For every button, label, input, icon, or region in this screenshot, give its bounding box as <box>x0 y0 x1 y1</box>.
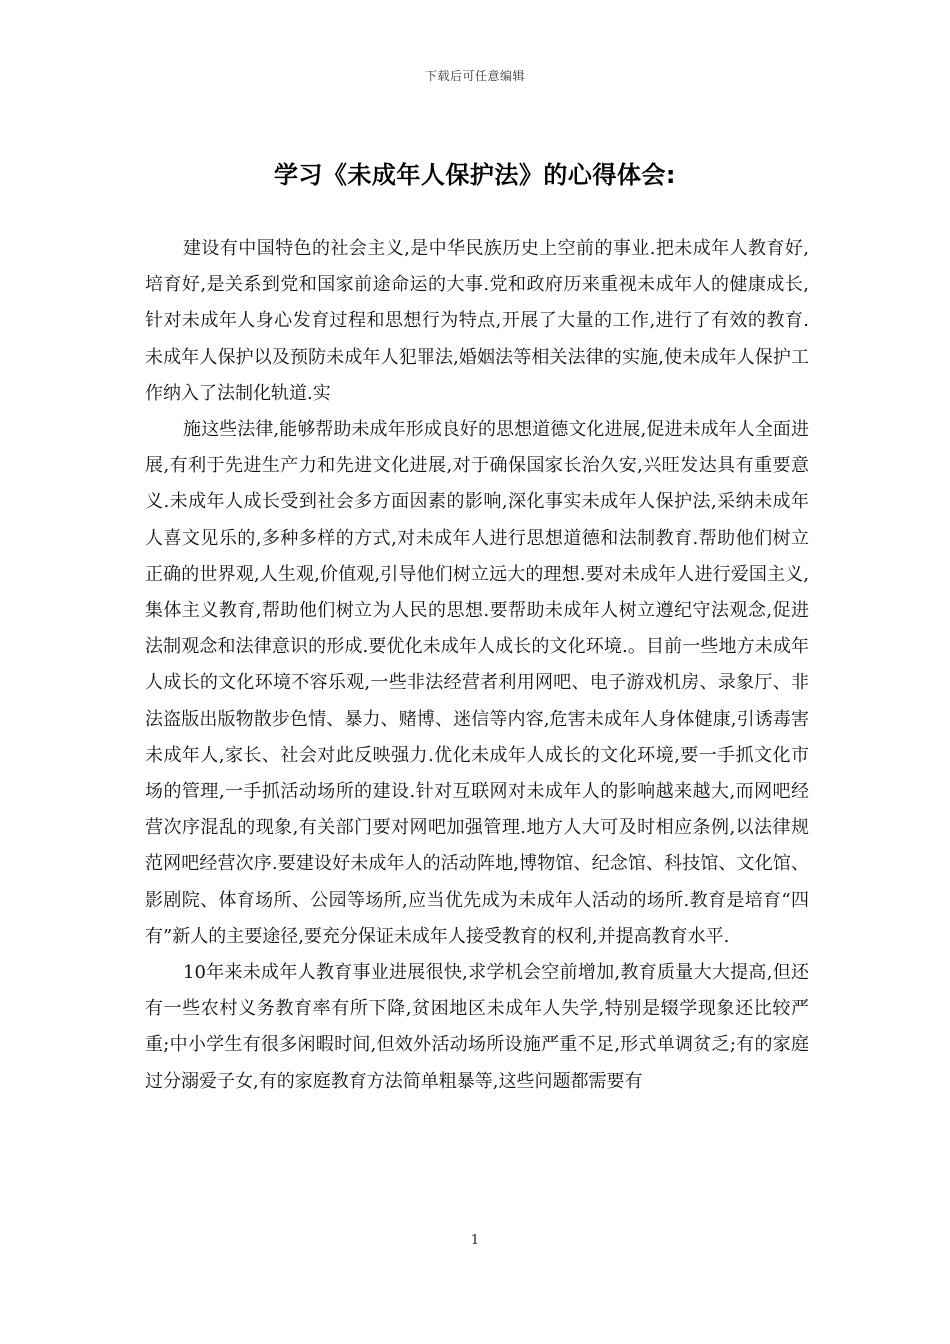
document-title: 学习《未成年人保护法》的心得体会: <box>273 161 677 189</box>
page-number: 1 <box>470 1233 480 1248</box>
paragraph-3: 10年来未成年人教育事业进展很快,求学机会空前增加,教育质量大大提高,但还有一些农村义务教育率有所下降,贫困地区未成年人失学,特别是辍学现象还比较严重;中小学生有很多闲暇时间,但效外活动场所设施严重不足,形式单调贫乏;有的家庭过分溺爱子女,有的家庭教育方法简单粗暴等,这些问题都需要有 <box>145 962 809 1092</box>
document-body <box>145 231 809 1100</box>
header-note: 下载后可任意编辑 <box>424 69 525 83</box>
paragraph-2: 施这些法律,能够帮助未成年形成良好的思想道德文化进展,促进未成年人全面进展,有利于先进生产力和先进文化进展,对于确保国家长治久安,兴旺发达具有重要意义.未成年人成长受到社会多方面因素的影响,深化事实未成年人保护法,采纳未成年人喜文见乐的,多种多样的方式,对未成年人进行思想道德和法制教育.帮助他们树立正确的世界观,人生观,价值观,引导他们树立远大的理想.要对未成年人进行爱国主义,集体主义教育,帮助他们树立为人民的思想.要帮助未成年人树立遵纪守法观念,促进法制观念和法律意识的形成.要优化未成年人成长的文化环境.。目前一些地方未成年人成长的文化环境不容乐观,一些非法经营者利用网吧、电子游戏机房、录象厅、非法盗版出版物散步色情、暴力、赌博、迷信等内容,危害未成年人身体健康,引诱毒害未成年人,家长、社会对此反映强力.优化未成年人成长的文化环境,要一手抓文化市场的管理,一手抓活动场所的建设.针对互联网对未成年人的影响越来越大,而网吧经营次序混乱的现象,有关部门要对网吧加强管理.地方人大可及时相应条例,以法律规范网吧经营次序.要建设好未成年人的活动阵地,博物馆、纪念馆、科技馆、文化馆、影剧院、体育场所、公园等场所,应当优先成为未成年人活动的场所.教育是培育“四有”新人的主要途径,要充分保证未成年人接受教育的权利,并提高教育水平. <box>145 419 809 947</box>
paragraph-1: 建设有中国特色的社会主义,是中华民族历史上空前的事业.把未成年人教育好,培育好,是关系到党和国家前途命运的大事.党和政府历来重视未成年人的健康成长,针对未成年人身心发育过程和思想行为特点,开展了大量的工作,进行了有效的教育.未成年人保护以及预防未成年人犯罪法,婚姻法等相关法律的实施,使未成年人保护工作纳入了法制化轨道.实 <box>145 238 809 404</box>
